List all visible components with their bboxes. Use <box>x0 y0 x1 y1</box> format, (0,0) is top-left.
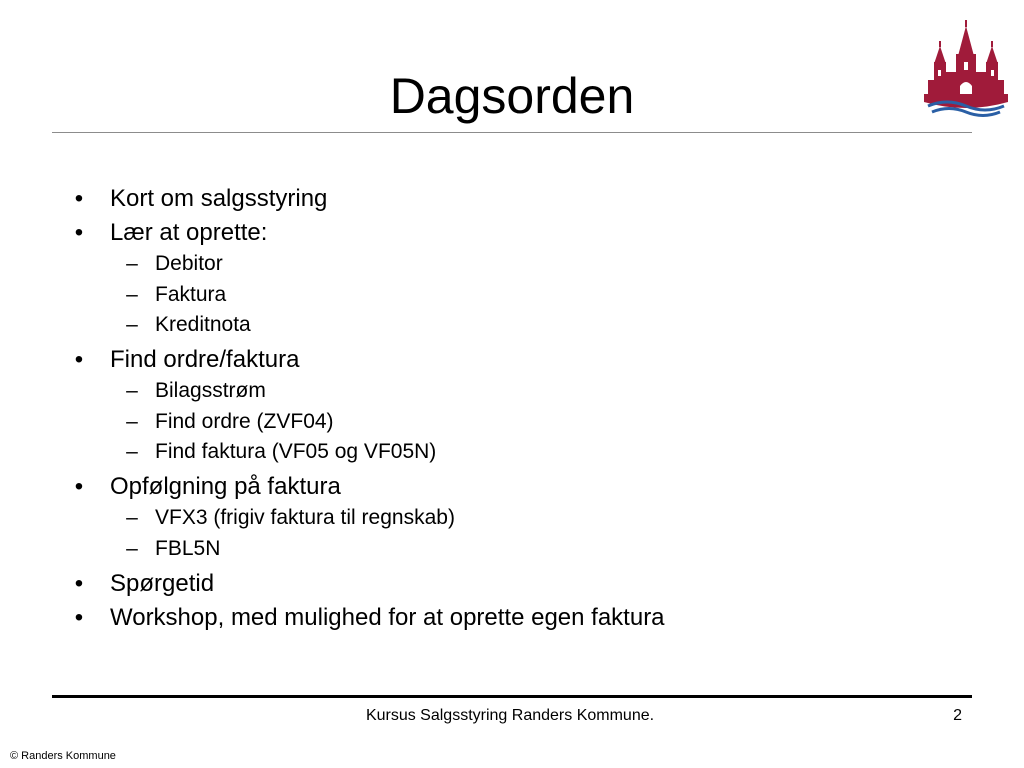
agenda-item-text: Find ordre/faktura <box>110 346 300 373</box>
bullet-icon: • <box>74 473 84 500</box>
agenda-item-text: FBL5N <box>155 537 221 560</box>
dash-icon: – <box>126 252 138 275</box>
bullet-icon: • <box>74 604 84 631</box>
agenda-item-text: VFX3 (frigiv faktura til regnskab) <box>155 506 455 529</box>
bullet-icon: • <box>74 219 84 246</box>
agenda-item-text: Kort om salgsstyring <box>110 185 328 212</box>
agenda-item-text: Lær at oprette: <box>110 219 268 246</box>
dash-icon: – <box>126 379 138 402</box>
agenda-item-text: Bilagsstrøm <box>155 379 266 402</box>
slide-title: Dagsorden <box>389 68 635 124</box>
dash-icon: – <box>126 440 138 463</box>
bullet-icon: • <box>74 185 84 212</box>
agenda-item-text: Find faktura (VF05 og VF05N) <box>155 440 437 463</box>
agenda-item-text: Spørgetid <box>110 570 215 597</box>
dash-icon: – <box>126 313 138 336</box>
agenda-item-text: Opfølgning på faktura <box>110 473 341 500</box>
agenda-item-text: Debitor <box>155 252 223 275</box>
dash-icon: – <box>126 537 138 560</box>
dash-icon: – <box>126 283 138 306</box>
bullet-icon: • <box>74 570 84 597</box>
copyright-notice: © Randers Kommune <box>10 750 116 762</box>
agenda-item-text: Kreditnota <box>155 313 251 336</box>
footer-divider <box>52 695 972 698</box>
footer-text: Kursus Salgsstyring Randers Kommune. <box>365 707 655 724</box>
dash-icon: – <box>126 506 138 529</box>
agenda-item-text: Find ordre (ZVF04) <box>155 410 334 433</box>
page-number: 2 <box>953 707 962 724</box>
bullet-icon: • <box>74 346 84 373</box>
dash-icon: – <box>126 410 138 433</box>
agenda-item-text: Workshop, med mulighed for at oprette egen faktura <box>110 604 665 631</box>
agenda-item-text: Faktura <box>155 283 227 306</box>
